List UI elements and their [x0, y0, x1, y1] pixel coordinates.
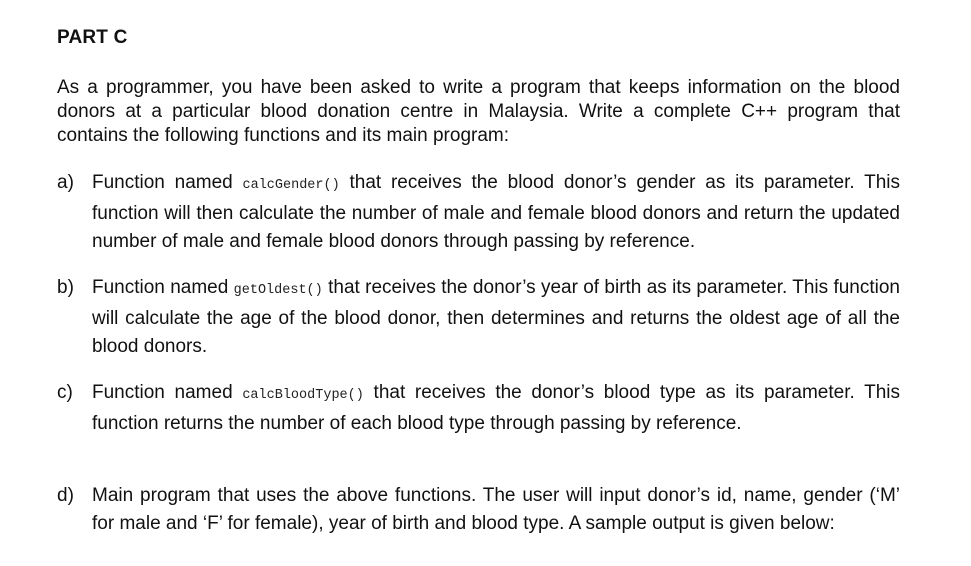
- item-text-pre: Function named: [92, 277, 234, 298]
- item-text: [92, 169, 900, 256]
- item-text-post: that receives the donor’s year of birth as its parameter. This function will calculate the age of the blood donor, then determines and returns the oldest age of all the blood donors.: [92, 277, 901, 357]
- function-name-code: getOldest(): [233, 283, 323, 298]
- list-item-a: [57, 169, 900, 256]
- item-text-post: that receives the blood donor’s gender as its parameter. This function will then calculate the number of male and female blood donors and return the updated number of male and female blood donors through passing by reference.: [92, 172, 900, 252]
- item-text: [92, 379, 900, 438]
- list-item-d: [57, 482, 900, 538]
- function-name-code: calcBloodType(): [242, 388, 364, 403]
- item-text: [92, 274, 900, 361]
- function-name-code: calcGender(): [242, 178, 340, 193]
- item-letter: d): [57, 485, 74, 506]
- item-letter: b): [57, 277, 74, 298]
- part-heading: PART C: [57, 27, 128, 48]
- list-item-b: [57, 274, 900, 361]
- item-letter: a): [57, 172, 74, 193]
- list-item-c: [57, 379, 900, 438]
- item-text-pre: Function named: [92, 172, 243, 193]
- intro-paragraph: As a programmer, you have been asked to write a program that keeps information on the blood donors at a particular blood donation centre in Malaysia. Write a complete C++ program that contains the following functions and its main program:: [57, 77, 900, 146]
- item-text-pre: Function named: [92, 382, 243, 403]
- item-letter: c): [57, 382, 73, 403]
- item-text-post: that receives the donor’s blood type as its parameter. This function returns the number of each blood type through passing by reference.: [92, 382, 900, 434]
- item-text: Main program that uses the above functions. The user will input donor’s id, name, gender (‘M’ for male and ‘F’ for female), year of birth and blood type. A sample output is given below:: [92, 485, 900, 534]
